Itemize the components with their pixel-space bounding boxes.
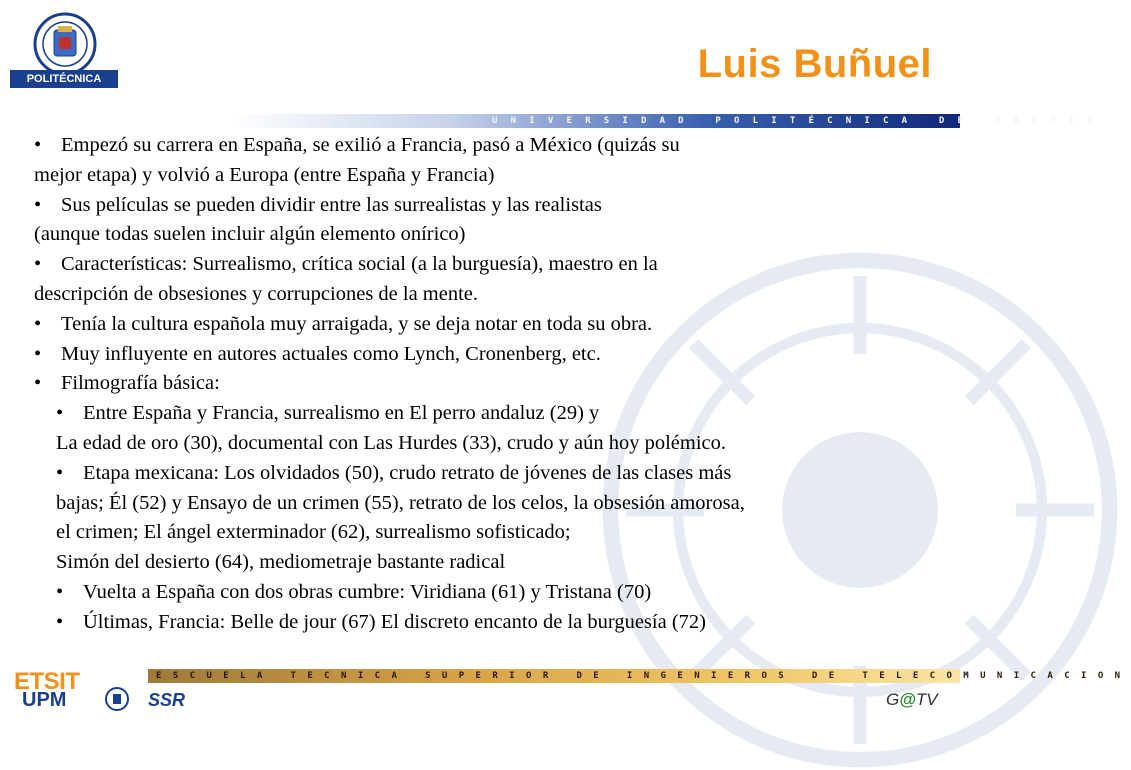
sub-list-item [56, 459, 949, 489]
list-item-text: Entre España y Francia, surrealismo en El perro andaluz (29) y [83, 402, 600, 425]
bullet-icon: • [56, 461, 64, 484]
list-item-text: Últimas, Francia: Belle de jour (67) El discreto encanto de la burguesía (72) [83, 610, 706, 633]
sub-list-item [56, 578, 949, 608]
list-item-text: Sus películas se pueden dividir entre las surrealistas y las realistas [61, 193, 602, 216]
logo-label: POLITÉCNICA [10, 70, 118, 88]
sub-list-item [56, 548, 949, 578]
list-item [34, 131, 949, 161]
small-seal-icon [104, 686, 130, 712]
list-item-text: bajas; Él (52) y Ensayo de un crimen (55), retrato de los celos, la obsesión amorosa, [56, 491, 745, 514]
gatv-at: @ [899, 690, 916, 709]
list-item [34, 280, 949, 310]
list-item-text: Empezó su carrera en España, se exilió a Francia, pasó a México (quizás su [61, 134, 680, 156]
list-item-text: Etapa mexicana: Los olvidados (50), crudo retrato de jóvenes de las clases más [83, 461, 732, 484]
slide-content [34, 131, 949, 638]
list-item [34, 191, 949, 221]
sub-list-item [56, 518, 949, 548]
bullet-icon: • [34, 253, 42, 276]
list-item-text: el crimen; El ángel exterminador (62), surrealismo sofisticado; [56, 521, 571, 544]
list-item [34, 220, 949, 250]
list-item [34, 369, 949, 399]
sub-list-item [56, 608, 949, 638]
bullet-icon: • [56, 402, 64, 425]
list-item-text: Muy influyente en autores actuales como Lynch, Cronenberg, etc. [61, 342, 601, 365]
bullet-icon: • [34, 342, 42, 365]
top-band-text: UNIVERSIDAD POLITÉCNICA DE MADRID [492, 116, 1107, 126]
list-item-text: Simón del desierto (64), mediometraje bastante radical [56, 551, 506, 574]
bottom-band-text: ESCUELA TECNICA SUPERIOR DE INGENIEROS DE TELECOMUNICACION [156, 671, 1131, 681]
etsit-logo: ETSIT [14, 668, 80, 695]
gatv-suffix: TV [915, 690, 938, 709]
list-item [34, 340, 949, 370]
bullet-icon: • [34, 372, 42, 395]
gatv-logo [886, 690, 938, 710]
list-item-text: Características: Surrealismo, crítica social (a la burguesía), maestro en la [61, 253, 658, 276]
list-item-text: La edad de oro (30), documental con Las Hurdes (33), crudo y aún hoy polémico. [56, 431, 727, 454]
list-item-text: mejor etapa) y volvió a Europa (entre España y Francia) [34, 163, 495, 186]
sub-list-item [56, 399, 949, 429]
list-item-text: (aunque todas suelen incluir algún elemento onírico) [34, 223, 466, 246]
upm-logo: UPM [22, 689, 67, 711]
slide-title: Luis Buñuel [697, 42, 932, 86]
sub-list-item [56, 489, 949, 519]
list-item-text: Filmografía básica: [61, 372, 220, 395]
bullet-icon: • [34, 134, 42, 156]
bullet-icon: • [34, 193, 42, 216]
list-item [34, 250, 949, 280]
list-item-text: Vuelta a España con dos obras cumbre: Viridiana (61) y Tristana (70) [83, 580, 652, 603]
sub-list-item [56, 429, 949, 459]
gatv-prefix: G [886, 690, 900, 709]
list-item-text: descripción de obsesiones y corrupciones de la mente. [34, 282, 479, 305]
bullet-icon: • [34, 312, 42, 335]
bullet-icon: • [56, 580, 64, 603]
list-item-text: Tenía la cultura española muy arraigada, y se deja notar en toda su obra. [61, 312, 653, 335]
ssr-logo: SSR [148, 690, 186, 710]
list-item [34, 161, 949, 191]
bullet-icon: • [56, 610, 64, 633]
list-item [34, 310, 949, 340]
